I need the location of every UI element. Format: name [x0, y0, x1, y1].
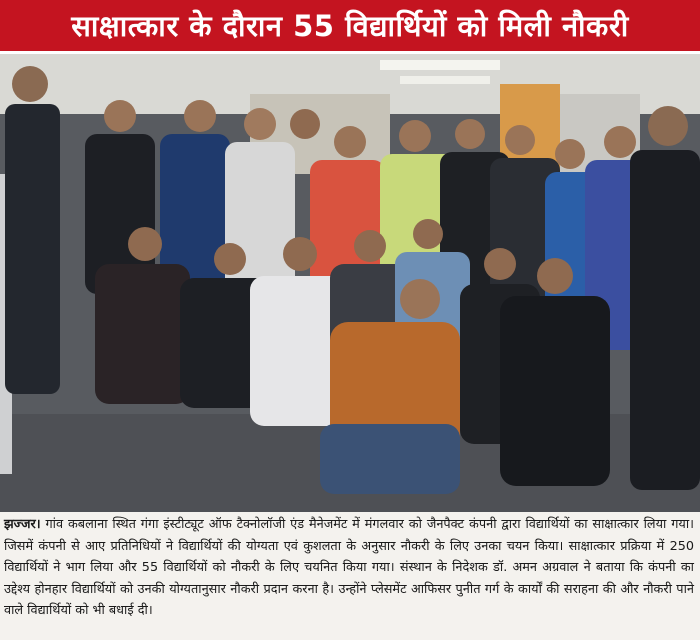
article-body [4, 514, 694, 636]
headline: साक्षात्कार के दौरान 55 विद्यार्थियों को मिली नौकरी [0, 0, 700, 54]
article-dateline: झज्जर। [4, 517, 41, 532]
article-text: गांव कबलाना स्थित गंगा इंस्टीट्यूट ऑफ टैक्नोलॉजी एंड मैनेजमेंट में मंगलवार को जैनपैक्ट कंपनी द्वारा विद्यार्थियों का साक्षात्कार लिया गया। जिसमें कंपनी से आए प्रतिनिधियों ने विद्यार्थियों की योग्यता एवं कुशलता के अनुसार नौकरी के लिए उनका चयन किया। साक्षात्कार प्रक्रिया में 250 विद्यार्थियों ने भाग लिया और 55 विद्यार्थियों को नौकरी के लिए चयनित किया गया। संस्थान के निदेशक डॉ. अमन अग्रवाल ने बताया कि कंपनी का उद्देश्य होनहार विद्यार्थियों को उनकी योग्यतानुसार नौकरी प्रदान करना है। उन्होंने प्लेसमेंट आफिसर पुनीत गर्ग के कार्यों की सराहना की और नौकरी पाने वाले विद्यार्थियों को भी बधाई दी। [4, 517, 694, 618]
group-photo [0, 54, 700, 512]
group-photo-illustration [0, 54, 700, 512]
